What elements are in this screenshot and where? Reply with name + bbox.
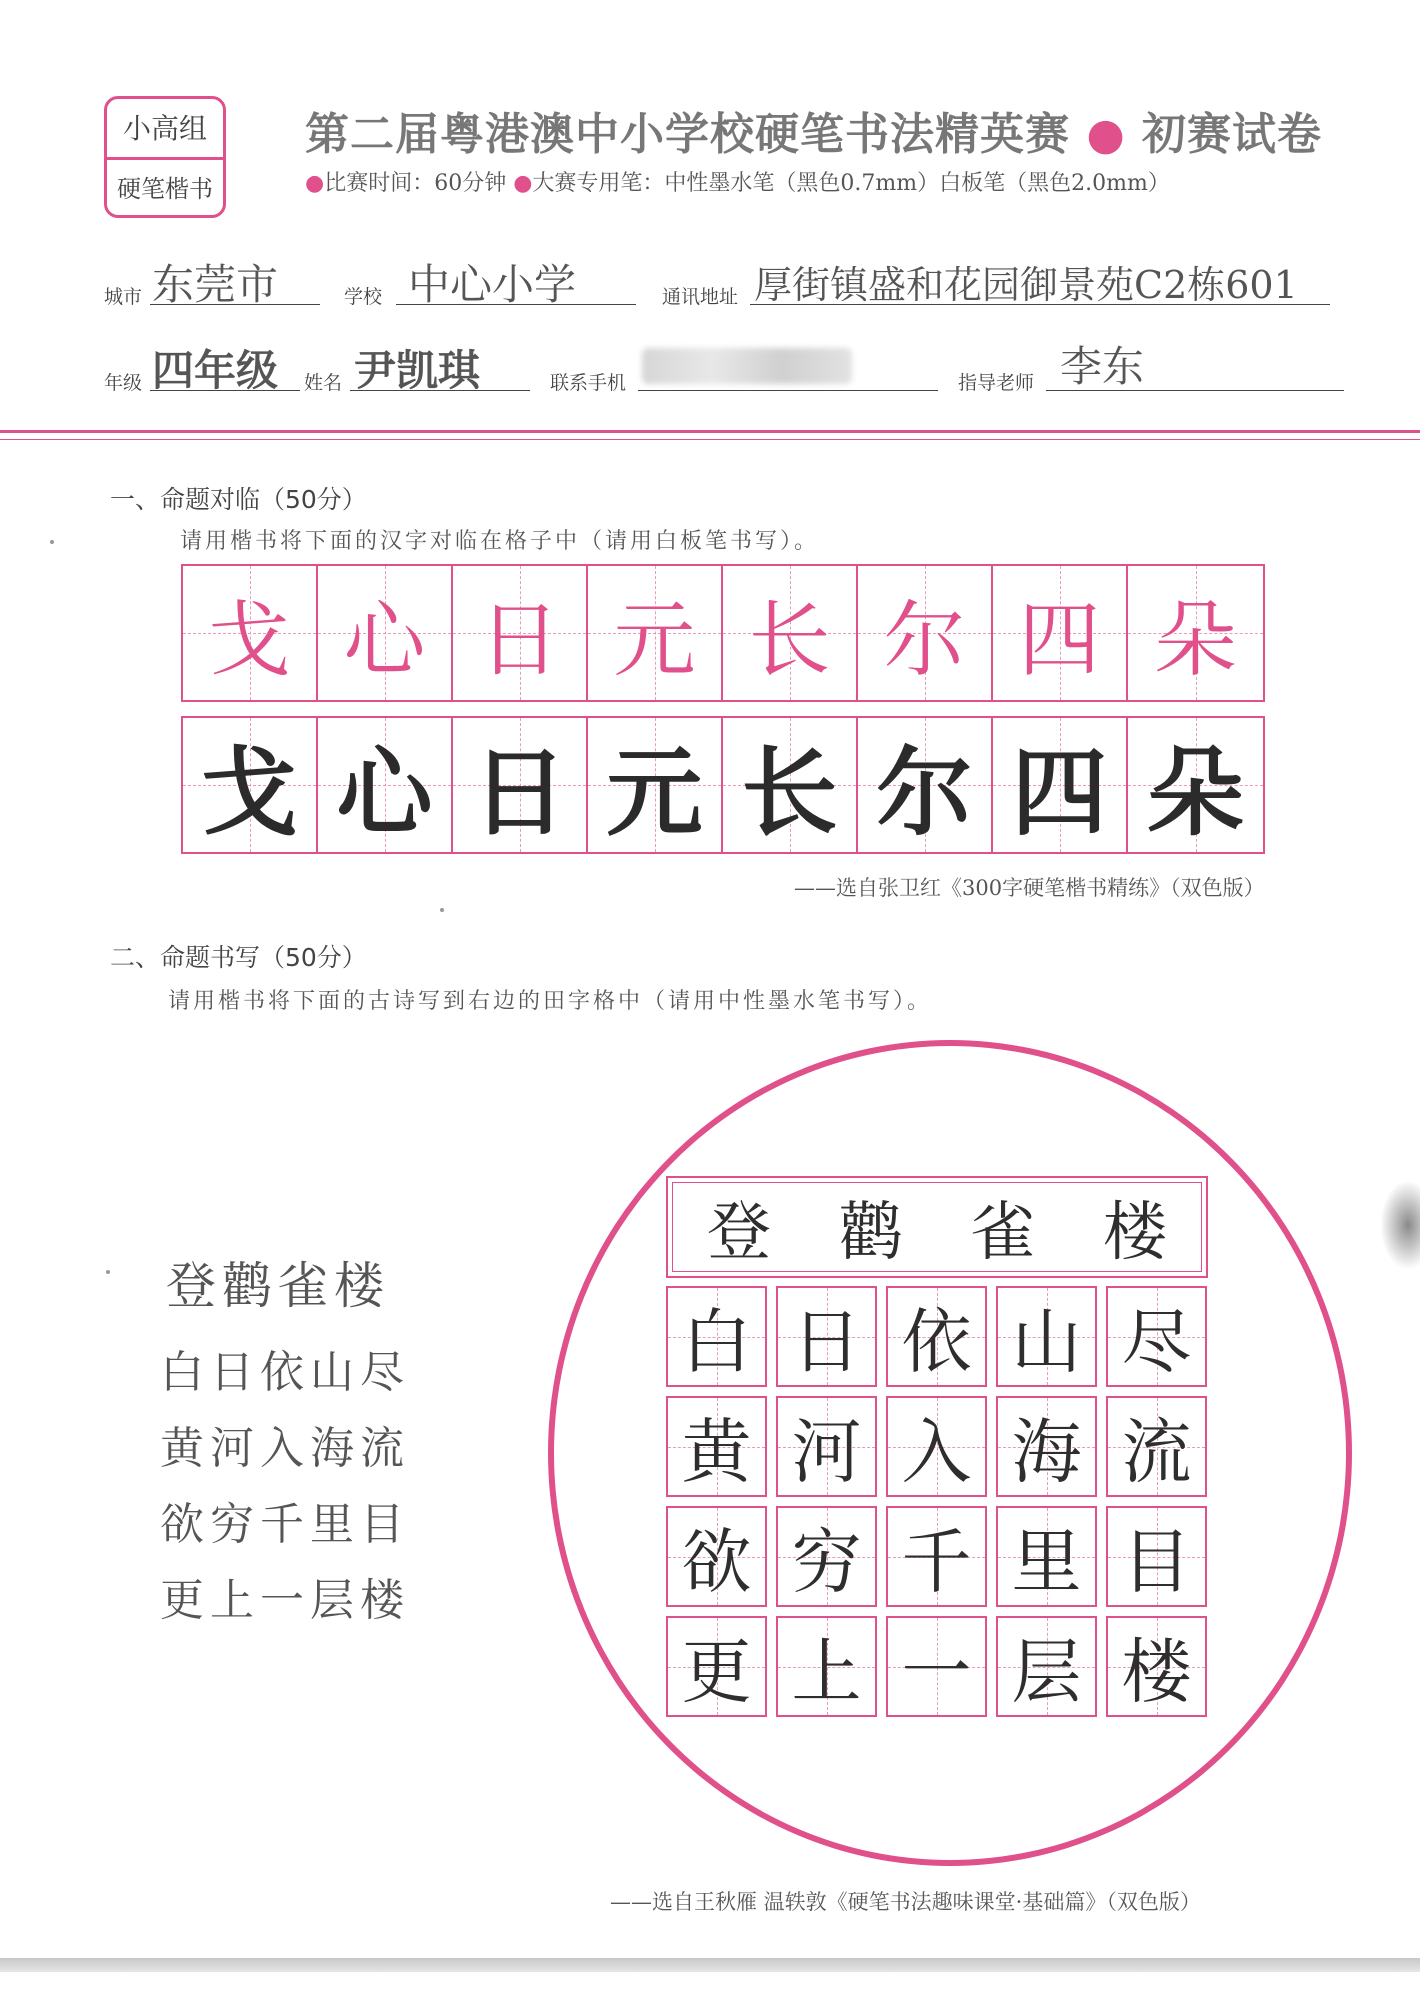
badge-divider — [107, 157, 223, 160]
copy-char-cell[interactable]: 朵 — [1128, 718, 1263, 852]
written-poem-char: 海 — [1011, 1411, 1082, 1493]
tianzige-cell[interactable] — [1106, 1506, 1207, 1607]
scan-speck — [440, 908, 444, 912]
group-badge — [104, 96, 226, 218]
tianzige-cell[interactable] — [886, 1396, 987, 1497]
written-poem-char: 依 — [901, 1301, 972, 1383]
model-char-cell: 日 — [453, 566, 588, 700]
tianzige-cell[interactable] — [996, 1286, 1097, 1387]
bullet-icon: ● — [305, 171, 325, 196]
tianzige-cell[interactable] — [996, 1616, 1097, 1717]
written-title-char: 雀 — [971, 1196, 1035, 1270]
grade-label: 年级 — [104, 372, 143, 394]
tianzige-cell[interactable] — [886, 1616, 987, 1717]
tianzige-cell[interactable] — [996, 1506, 1097, 1607]
tianzige-cell[interactable] — [776, 1396, 877, 1497]
header-divider — [0, 430, 1420, 433]
copy-char-cell[interactable]: 心 — [318, 718, 453, 852]
copy-char-cell[interactable]: 戈 — [183, 718, 318, 852]
scan-speck — [50, 540, 54, 544]
section1-instruction: 请用楷书将下面的汉字对临在格子中（请用白板笔书写）。 — [180, 529, 820, 554]
competition-name: 第二届粤港澳中小学校硬笔书法精英赛 — [305, 109, 1070, 160]
title-dot: ● — [1070, 109, 1143, 160]
tianzige-cell[interactable] — [1106, 1286, 1207, 1387]
copy-char-cell[interactable]: 尔 — [858, 718, 993, 852]
model-char-grid — [181, 564, 1265, 702]
teacher-label: 指导老师 — [958, 372, 1035, 394]
written-poem-char: 尽 — [1121, 1301, 1192, 1383]
phone-label: 联系手机 — [550, 372, 627, 394]
written-poem-char: 目 — [1121, 1521, 1192, 1603]
scan-edge — [0, 1958, 1420, 1972]
tianzige-cell[interactable] — [666, 1616, 767, 1717]
section2-source: ——选自王秋雁 温轶敦《硬笔书法趣味课堂·基础篇》（双色版） — [610, 1890, 1201, 1914]
copy-char-cell[interactable]: 四 — [993, 718, 1128, 852]
exam-rules — [305, 166, 1170, 197]
written-poem-char: 更 — [681, 1631, 752, 1713]
tianzige-cell[interactable] — [666, 1506, 767, 1607]
section2-instruction: 请用楷书将下面的古诗写到右边的田字格中（请用中性墨水笔书写）。 — [168, 989, 933, 1014]
copy-char-cell[interactable]: 日 — [453, 718, 588, 852]
poem-title: 登鹳雀楼 — [166, 1257, 390, 1315]
written-poem-char: 千 — [901, 1521, 972, 1603]
tianzige-cell[interactable] — [996, 1396, 1097, 1497]
tianzige-cell[interactable] — [776, 1616, 877, 1717]
group-label: 小高组 — [122, 112, 207, 145]
teacher-value: 李东 — [1060, 342, 1145, 391]
tianzige-cell[interactable] — [886, 1286, 987, 1387]
model-char-cell: 戈 — [183, 566, 318, 700]
section2-heading: 二、命题书写（50分） — [110, 943, 367, 972]
scan-ink-smudge — [1380, 1180, 1420, 1270]
pen-label: 大赛专用笔：中性墨水笔（黑色0.7mm）白板笔（黑色2.0mm） — [532, 171, 1170, 196]
written-poem-char: 入 — [901, 1411, 972, 1493]
exam-stage: 初赛试卷 — [1142, 109, 1323, 160]
poem-line: 黄河入海流 — [160, 1423, 410, 1474]
written-poem-char: 层 — [1011, 1631, 1082, 1713]
bullet-icon: ● — [513, 171, 533, 196]
tianzige-cell[interactable] — [666, 1286, 767, 1387]
model-char-cell: 元 — [588, 566, 723, 700]
poem-title-box[interactable] — [666, 1176, 1208, 1278]
time-label: 比赛时间：60分钟 — [324, 171, 507, 196]
written-poem-char: 河 — [791, 1411, 862, 1493]
written-poem-char: 楼 — [1121, 1631, 1192, 1713]
poem-line: 欲穷千里目 — [160, 1499, 410, 1550]
tianzige-cell[interactable] — [666, 1396, 767, 1497]
written-poem-char: 白 — [681, 1301, 752, 1383]
tianzige-cell[interactable] — [886, 1506, 987, 1607]
header-divider-thin — [0, 439, 1420, 440]
tianzige-cell[interactable] — [1106, 1396, 1207, 1497]
category-label: 硬笔楷书 — [117, 175, 213, 203]
phone-redacted-blur — [642, 348, 852, 384]
model-char-cell: 心 — [318, 566, 453, 700]
written-poem-char: 山 — [1011, 1301, 1082, 1383]
city-label: 城市 — [104, 286, 143, 308]
poem-line: 白日依山尽 — [160, 1347, 410, 1398]
address-label: 通讯地址 — [662, 286, 739, 308]
tianzige-cell[interactable] — [1106, 1616, 1207, 1717]
school-label: 学校 — [344, 286, 383, 308]
exam-title — [305, 98, 1322, 162]
written-title-char: 楼 — [1103, 1196, 1167, 1270]
written-poem-char: 一 — [901, 1631, 972, 1713]
school-value: 中心小学 — [408, 260, 577, 309]
scan-speck — [106, 1270, 110, 1274]
written-poem-char: 上 — [791, 1631, 862, 1713]
name-value: 尹凯琪 — [354, 346, 481, 395]
model-char-cell: 尔 — [858, 566, 993, 700]
tianzige-cell[interactable] — [776, 1506, 877, 1607]
copy-char-grid[interactable] — [181, 716, 1265, 854]
name-label: 姓名 — [304, 372, 343, 394]
phone-field[interactable] — [638, 390, 938, 391]
copy-char-cell[interactable]: 长 — [723, 718, 858, 852]
section1-source: ——选自张卫红《300字硬笔楷书精练》（双色版） — [794, 876, 1265, 900]
copy-char-cell[interactable]: 元 — [588, 718, 723, 852]
section1-heading: 一、命题对临（50分） — [110, 485, 367, 514]
grade-value: 四年级 — [152, 346, 279, 395]
model-char-cell: 四 — [993, 566, 1128, 700]
written-poem-char: 欲 — [681, 1521, 752, 1603]
city-value: 东莞市 — [152, 260, 279, 309]
written-poem-char: 穷 — [791, 1521, 862, 1603]
written-title-char: 鹳 — [839, 1196, 903, 1270]
written-poem-char: 黄 — [681, 1411, 752, 1493]
model-char-cell: 朵 — [1128, 566, 1263, 700]
written-poem-char: 流 — [1121, 1411, 1192, 1493]
poem-line: 更上一层楼 — [160, 1575, 410, 1626]
written-title-char: 登 — [707, 1196, 771, 1270]
address-value: 厚街镇盛和花园御景苑C2栋601 — [754, 263, 1298, 307]
written-poem-char: 里 — [1011, 1521, 1082, 1603]
tianzige-cell[interactable] — [776, 1286, 877, 1387]
written-poem-char: 日 — [791, 1301, 862, 1383]
model-char-cell: 长 — [723, 566, 858, 700]
